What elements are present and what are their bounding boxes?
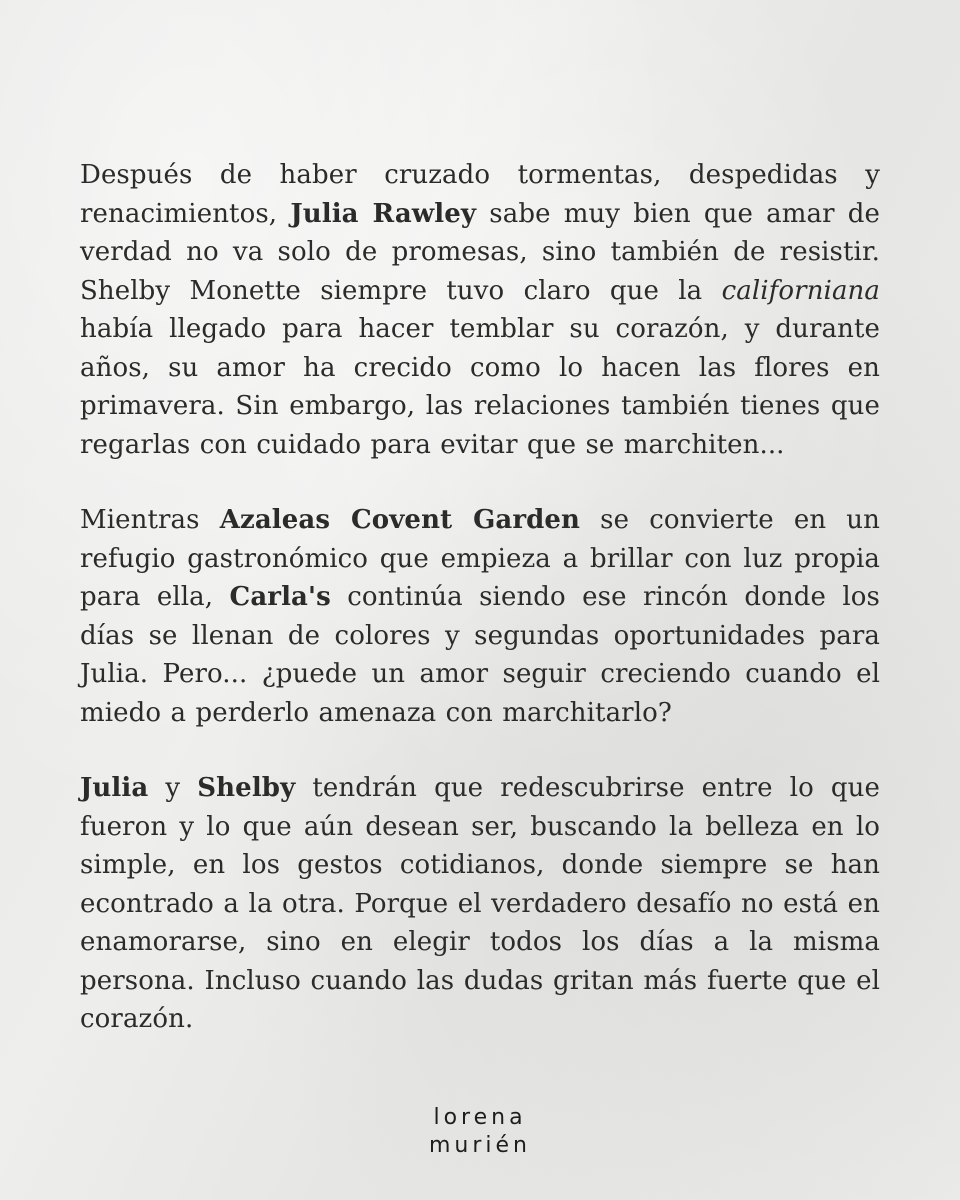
- character-name-julia: Julia: [80, 773, 149, 803]
- text-segment: Después de haber cruzado tormentas, despedidas y renacimientos,: [80, 160, 880, 229]
- paragraph-1: [80, 156, 880, 464]
- text-segment: había llegado para hacer temblar su corazón, y durante años, su amor ha crecido como lo hacen las flores en primavera. Sin embargo, las relaciones también tienes que regarlas con cuidado para evitar que se marchiten...: [80, 314, 880, 460]
- logo-first-name: lorena: [433, 1105, 527, 1130]
- italic-word-californiana: californiana: [721, 275, 880, 306]
- text-segment: y: [148, 773, 198, 803]
- character-name-shelby: Shelby: [197, 773, 296, 803]
- logo-last-name: murién: [428, 1133, 531, 1158]
- author-logo: [0, 1104, 960, 1160]
- place-name-azaleas-covent-garden: Azaleas Covent Garden: [219, 505, 581, 535]
- paragraph-2: [80, 501, 880, 732]
- text-segment: Mientras: [80, 505, 220, 535]
- synopsis-text: [80, 156, 880, 1076]
- place-name-carlas: Carla's: [229, 582, 331, 612]
- text-segment: se convierte en un refugio gastronómico que empieza a brillar con luz propia para ella,: [80, 505, 880, 612]
- text-segment: sabe muy bien que amar de verdad no va solo de promesas, sino también de resistir. Shelby Monette siempre tuvo claro que la: [80, 198, 880, 306]
- text-segment: tendrán que redescubrirse entre lo que fueron y lo que aún desean ser, buscando la belleza en lo simple, en los gestos cotidianos, donde siempre se han econtrado a la otra. Porque el verdadero desafío no está en enamorarse, sino en elegir todos los días a la misma persona. Incluso cuando las dudas gritan más fuerte que el corazón.: [80, 773, 880, 1034]
- text-segment: continúa siendo ese rincón donde los días se llenan de colores y segundas oportunidades para Julia. Pero... ¿puede un amor seguir creciendo cuando el miedo a perderlo amenaza con marchitarlo?: [80, 582, 880, 728]
- character-name-julia-rawley: Julia Rawley: [290, 198, 477, 229]
- paragraph-3: [80, 769, 880, 1039]
